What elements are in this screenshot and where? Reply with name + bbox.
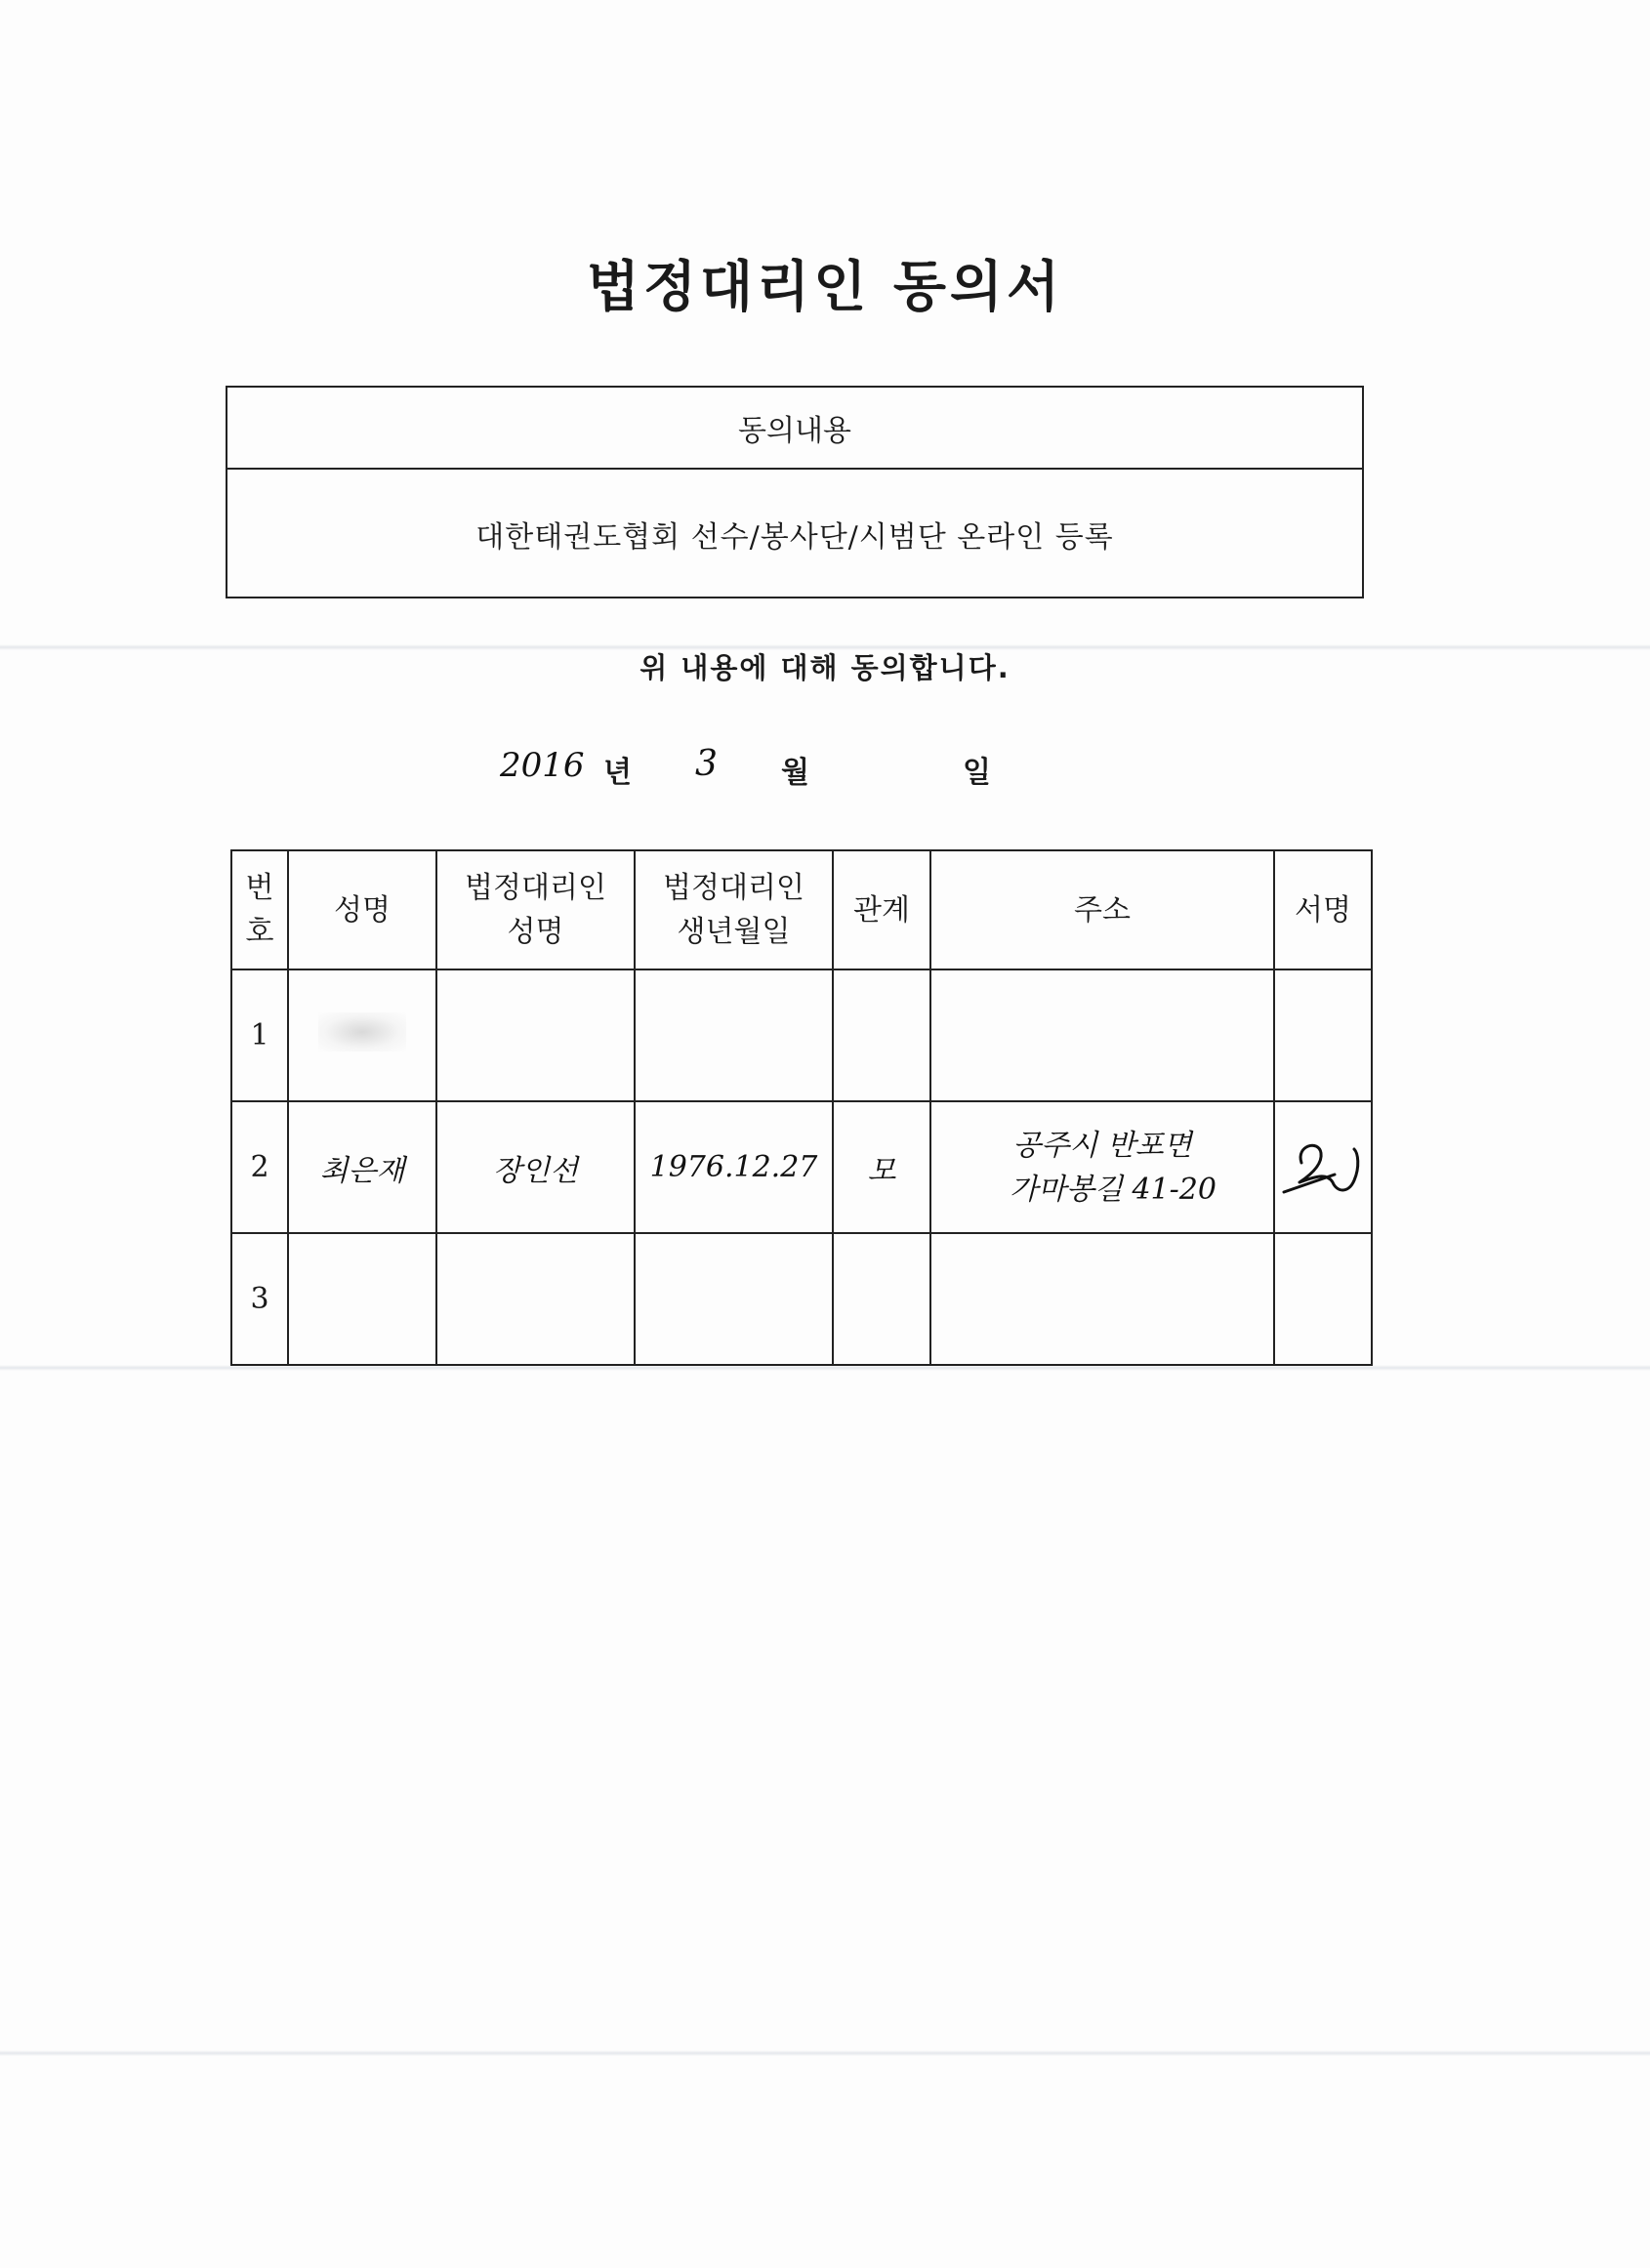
consent-content-body: 대한태권도협회 선수/봉사단/시범단 온라인 등록 bbox=[475, 520, 1114, 555]
header-guardian-birth-top: 법정대리인 bbox=[663, 871, 804, 905]
consent-content-box bbox=[226, 386, 1364, 598]
row-guardian-name bbox=[436, 969, 635, 1101]
handwritten-signature-icon bbox=[1276, 1124, 1370, 1212]
header-guardian-name bbox=[436, 850, 635, 969]
header-guardian-name-bottom: 성명 bbox=[507, 915, 564, 949]
consent-content-header: 동의내용 bbox=[227, 388, 1362, 470]
row-relation bbox=[833, 969, 930, 1101]
table-header-row bbox=[231, 850, 1372, 969]
row-name: 최은재 bbox=[288, 1101, 436, 1233]
table-row bbox=[231, 1101, 1372, 1233]
date-month-value: 3 bbox=[695, 744, 718, 784]
date-line bbox=[0, 742, 1650, 791]
date-month-label: 월 bbox=[781, 756, 809, 790]
header-address: 주소 bbox=[930, 850, 1274, 969]
row-address bbox=[930, 969, 1274, 1101]
row-signature bbox=[1274, 1101, 1372, 1233]
header-guardian-name-top: 법정대리인 bbox=[465, 871, 606, 905]
header-guardian-birth bbox=[635, 850, 833, 969]
row-guardian-name: 장인선 bbox=[436, 1101, 635, 1233]
header-guardian-birth-bottom: 생년월일 bbox=[677, 915, 791, 949]
header-number-top: 번 bbox=[245, 871, 274, 905]
header-relation: 관계 bbox=[833, 850, 930, 969]
date-year-value: 2016 bbox=[500, 746, 585, 785]
agreement-statement: 위 내용에 대해 동의합니다. bbox=[639, 651, 1011, 684]
row-address bbox=[930, 1101, 1274, 1233]
table-row bbox=[231, 969, 1372, 1101]
redacted-name-blur bbox=[318, 1012, 406, 1052]
row-signature bbox=[1274, 1233, 1372, 1365]
row-signature bbox=[1274, 969, 1372, 1101]
date-year-label: 년 bbox=[603, 756, 632, 790]
row-guardian-name bbox=[436, 1233, 635, 1365]
row-guardian-birth bbox=[635, 1233, 833, 1365]
guardian-table bbox=[230, 849, 1373, 1366]
row-relation bbox=[833, 1233, 930, 1365]
header-name: 성명 bbox=[288, 850, 436, 969]
header-number-bottom: 호 bbox=[245, 915, 274, 949]
row-guardian-birth: 1976.12.27 bbox=[635, 1101, 833, 1233]
header-number bbox=[231, 850, 288, 969]
row-relation: 모 bbox=[833, 1101, 930, 1233]
row-name bbox=[288, 1233, 436, 1365]
date-day-label: 일 bbox=[963, 756, 991, 790]
row-number: 1 bbox=[231, 969, 288, 1101]
row-name-redacted bbox=[288, 969, 436, 1101]
row-guardian-birth bbox=[635, 969, 833, 1101]
header-signature: 서명 bbox=[1274, 850, 1372, 969]
row-address-line1: 공주시 반포면 bbox=[1012, 1128, 1192, 1163]
table-row bbox=[231, 1233, 1372, 1365]
document-title: 법정대리인 동의서 bbox=[586, 255, 1064, 319]
row-number: 2 bbox=[231, 1101, 288, 1233]
row-address-line2: 가마봉길 41-20 bbox=[1010, 1172, 1217, 1207]
row-address bbox=[930, 1233, 1274, 1365]
row-number: 3 bbox=[231, 1233, 288, 1365]
paper-fold-line bbox=[0, 2050, 1650, 2056]
